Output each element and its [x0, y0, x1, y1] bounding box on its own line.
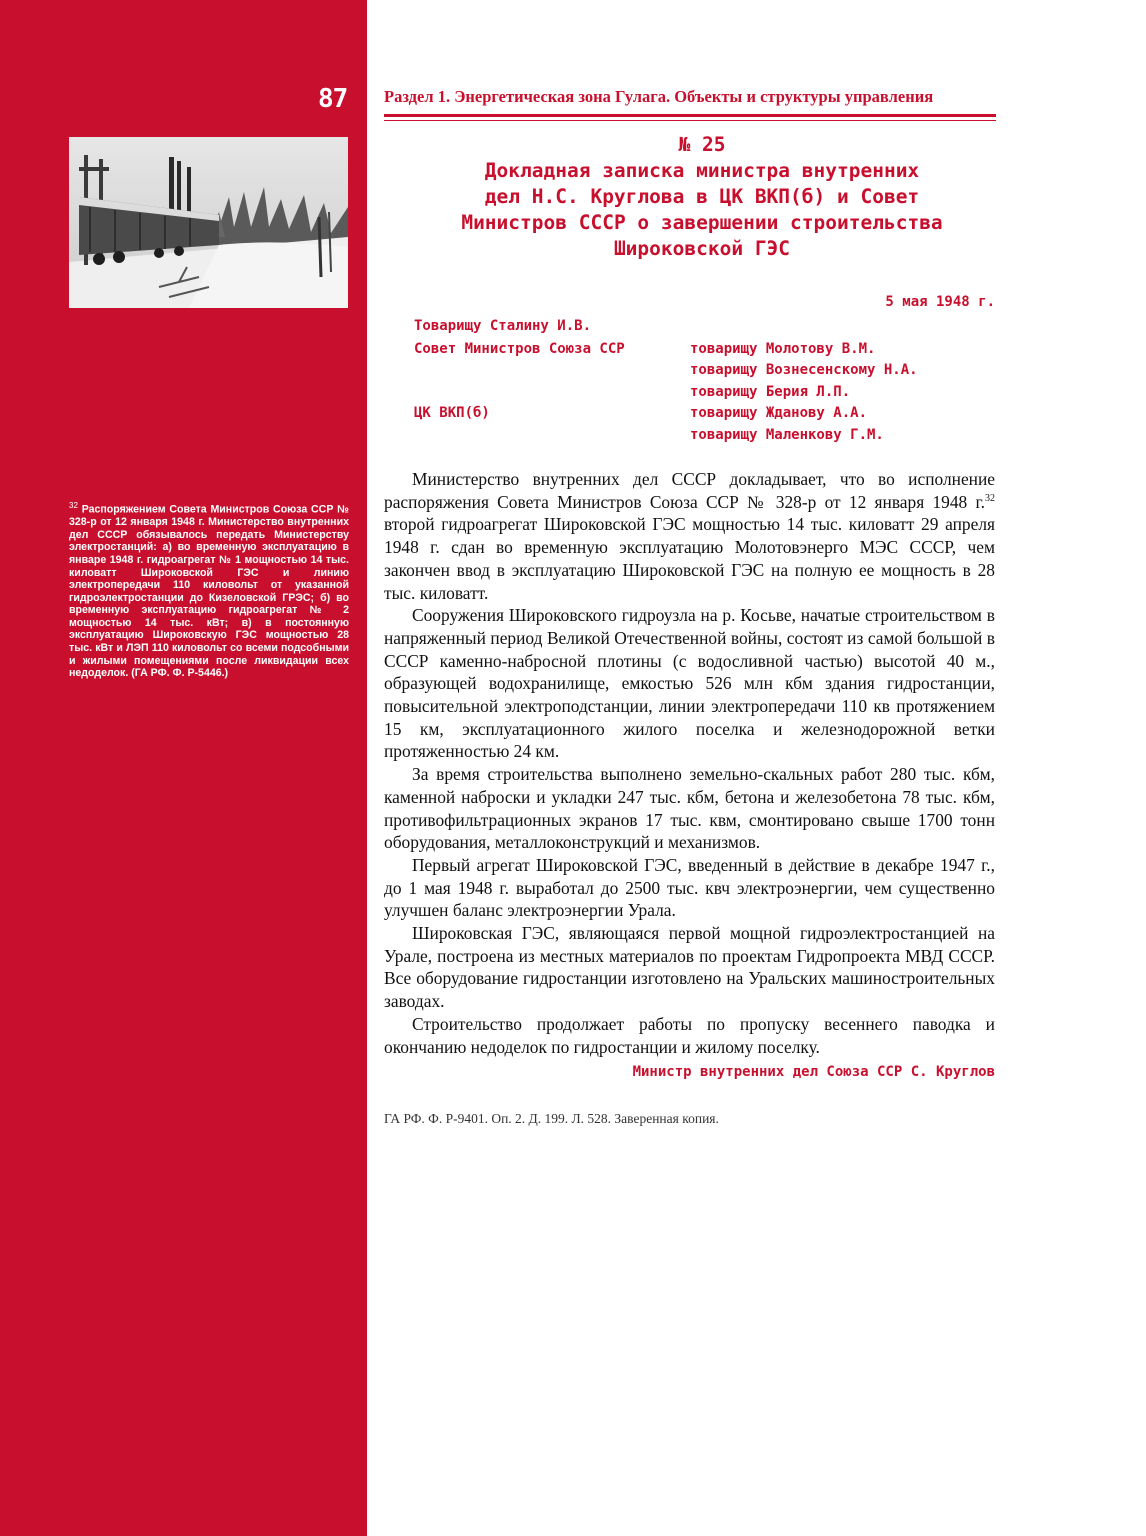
section-header: Раздел 1. Энергетическая зона Гулага. Объекты и структуры управления: [384, 87, 934, 106]
document-title-block: [384, 132, 1020, 262]
document-title-line: Докладная записка министра внутренних: [484, 159, 920, 182]
page-number: 87: [318, 84, 348, 114]
paragraph-text: Министерство внутренних дел СССР докладывает, что во исполнение распоряжения Совета Министров Союза ССР № 328-р от 12 января 1948 г.: [384, 469, 995, 512]
addressee-zhdanov: товарищу Жданову А.А.: [690, 405, 868, 421]
footnote-ref: 32: [985, 492, 995, 504]
paragraph: Первый агрегат Широковской ГЭС, введенный в действие в декабре 1947 г., до 1 мая 1948 г. выработал до 2500 тыс. квч электроэнергии, чем существенно улучшен баланс электроэнергии Урала.: [384, 854, 995, 921]
railway-freight-cars-photo-icon: [69, 137, 348, 308]
document-date: 5 мая 1948 г.: [885, 294, 995, 310]
addressee-voznesensky: товарищу Вознесенскому Н.А.: [690, 362, 918, 378]
paragraph-text: второй гидроагрегат Широковской ГЭС мощностью 14 тыс. киловатт 29 апреля 1948 г. сдан во временную эксплуатацию Молотовэнерго МЭС СССР, чем закончен ввод в эксплуатацию Широковской ГЭС на полную ее мощность в 28 тыс. киловатт.: [384, 514, 995, 603]
archive-reference: ГА РФ. Ф. Р-9401. Оп. 2. Д. 199. Л. 528. Заверенная копия.: [384, 1111, 719, 1126]
footnote-marker: 32: [69, 501, 78, 510]
paragraph: [384, 468, 995, 604]
addressee-beria: товарищу Берия Л.П.: [690, 384, 851, 400]
document-title-line: дел Н.С. Круглова в ЦК ВКП(б) и Совет: [484, 185, 920, 208]
addressee-ck: ЦК ВКП(б): [414, 405, 490, 421]
header-rule-thin: [384, 120, 996, 121]
addressee-stalin: Товарищу Сталину И.В.: [414, 318, 592, 334]
document-number: № 25: [678, 133, 726, 156]
header-rule-thick: [384, 114, 996, 117]
paragraph: Широковская ГЭС, являющаяся первой мощной гидроэлектростанцией на Урале, построена из местных материалов по проектам Гидропроекта МВД СССР. Все оборудование гидростанции изготовлено на Уральских машиностроительных заводах.: [384, 923, 995, 1012]
signature: Министр внутренних дел Союза ССР С. Круглов: [632, 1064, 995, 1080]
document-title-line: Широковской ГЭС: [613, 237, 791, 260]
addressee-malenkov: товарищу Маленкову Г.М.: [690, 427, 884, 443]
footnote: [69, 500, 349, 680]
document-title-line: Министров СССР о завершении строительства: [461, 211, 943, 234]
addressee-council: Совет Министров Союза ССР: [414, 341, 625, 357]
footnote-text: Распоряжением Совета Министров Союза ССР № 328-р от 12 января 1948 г. Министерство внутренних дел СССР обязывалось передать Министерству электростанций: а) во временную эксплуатацию в январе 1948 г. гидроагрегат № 1 мощностью 14 тыс. киловатт Широковской ГЭС и линию электропередачи 110 киловольт от указанной гидроэлектростанции до Кизеловской ГРЭС; б) во временную эксплуатацию гидроагрегат № 2 мощностью 14 тыс. кВт; в) в постоянную эксплуатацию Широковскую ГЭС мощностью 28 тыс. кВт и ЛЭП 110 киловольт со всеми подсобными и жилыми помещениями после ликвидации всех недоделок. (ГА РФ. Ф. Р-5446.): [69, 503, 349, 680]
paragraph: За время строительства выполнено земельно-скальных работ 280 тыс. кбм, каменной наброски и укладки 247 тыс. кбм, бетона и железобетона 78 тыс. кбм, противофильтрационных экранов 17 тыс. квм, смонтировано свыше 1700 тонн оборудования, металлоконструкций и механизмов.: [384, 764, 995, 853]
document-body: [384, 468, 995, 1058]
paragraph: Сооружения Широковского гидроузла на р. Косьве, начатые строительством в напряженный период Великой Отечественной войны, состоят из самой большой в СССР каменно-набросной плотины (с водосливной частью) высотой 40 м., образующей водохранилище, емкостью 526 млн кбм здания гидростанции, повысительной электроподстанции, линии электропередачи 110 кв протяжением 15 км, эксплуатационного жилого поселка и железнодорожной ветки протяженностью 24 км.: [384, 605, 995, 762]
paragraph: Строительство продолжает работы по пропуску весеннего паводка и окончанию недоделок по гидростанции и жилому поселку.: [384, 1013, 995, 1057]
addressee-molotov: товарищу Молотову В.М.: [690, 341, 876, 357]
archival-photo: [69, 137, 348, 308]
